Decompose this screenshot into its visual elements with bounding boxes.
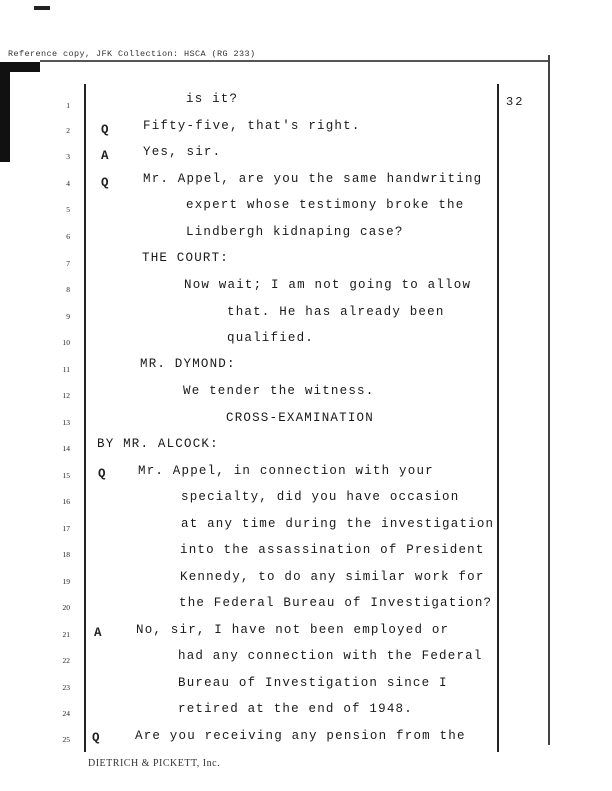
speaker-label: Q: [92, 731, 100, 745]
speaker-label: Q: [101, 176, 109, 190]
scan-smudge: [0, 72, 10, 162]
transcript-line: No, sir, I have not been employed or: [136, 623, 450, 637]
page-frame-right: [548, 55, 550, 745]
transcript-line: at any time during the investigation: [181, 517, 495, 531]
line-number: 18: [62, 550, 70, 559]
speaker-label: Q: [98, 467, 106, 481]
speaker-label: A: [94, 626, 102, 640]
transcript-line: qualified.: [227, 331, 315, 345]
line-number: 12: [62, 391, 70, 400]
scan-smudge: [0, 62, 40, 72]
transcript-line: Lindbergh kidnaping case?: [186, 225, 404, 239]
line-number: 14: [62, 444, 70, 453]
transcript-line: BY MR. ALCOCK:: [97, 437, 219, 451]
line-number: 10: [62, 338, 70, 347]
transcript-line: MR. DYMOND:: [140, 357, 236, 371]
line-number: 8: [66, 285, 70, 294]
line-number: 15: [62, 471, 70, 480]
transcript-line: had any connection with the Federal: [178, 649, 483, 663]
transcript-line: Kennedy, to do any similar work for: [180, 570, 485, 584]
line-number: 24: [62, 709, 70, 718]
line-number: 25: [62, 735, 70, 744]
line-number: 5: [66, 205, 70, 214]
transcript-line: expert whose testimony broke the: [186, 198, 465, 212]
transcript-line: Fifty-five, that's right.: [143, 119, 361, 133]
line-number: 1: [66, 101, 70, 110]
line-number: 6: [66, 232, 70, 241]
transcript-line: We tender the witness.: [183, 384, 375, 398]
line-number: 13: [62, 418, 70, 427]
page-frame-top: [40, 60, 550, 62]
scan-artifact: [34, 6, 50, 10]
speaker-label: A: [101, 149, 109, 163]
line-number: 2: [66, 126, 70, 135]
page-number: 32: [506, 95, 525, 109]
line-number: 22: [62, 656, 70, 665]
line-number: 9: [66, 312, 70, 321]
line-number: 11: [62, 365, 70, 374]
transcript-line: Mr. Appel, in connection with your: [138, 464, 434, 478]
transcript-line: Are you receiving any pension from the: [135, 729, 466, 743]
transcript-line: is it?: [186, 92, 239, 106]
section-heading: CROSS-EXAMINATION: [226, 411, 374, 425]
line-number: 4: [66, 179, 70, 188]
line-number: 16: [62, 497, 70, 506]
line-number: 3: [66, 152, 70, 161]
line-number: 17: [62, 524, 70, 533]
transcript-line: into the assassination of President: [180, 543, 485, 557]
transcript-line: specialty, did you have occasion: [181, 490, 460, 504]
line-number: 21: [62, 630, 70, 639]
line-number: 23: [62, 683, 70, 692]
transcript-line: that. He has already been: [227, 305, 445, 319]
transcript-line: the Federal Bureau of Investigation?: [179, 596, 493, 610]
transcript-line: Yes, sir.: [143, 145, 222, 159]
line-number: 19: [62, 577, 70, 586]
line-number: 20: [62, 603, 70, 612]
reference-header: Reference copy, JFK Collection: HSCA (RG 233): [8, 49, 256, 59]
left-margin-rule: [84, 84, 86, 752]
court-reporter-footer: DIETRICH & PICKETT, Inc.: [88, 758, 221, 769]
speaker-label: Q: [101, 123, 109, 137]
transcript-line: Now wait; I am not going to allow: [184, 278, 472, 292]
transcript-line: Mr. Appel, are you the same handwriting: [143, 172, 483, 186]
transcript-line: THE COURT:: [142, 251, 230, 265]
transcript-line: Bureau of Investigation since I: [178, 676, 448, 690]
line-number: 7: [66, 259, 70, 268]
right-margin-rule: [497, 84, 499, 752]
transcript-line: retired at the end of 1948.: [178, 702, 413, 716]
